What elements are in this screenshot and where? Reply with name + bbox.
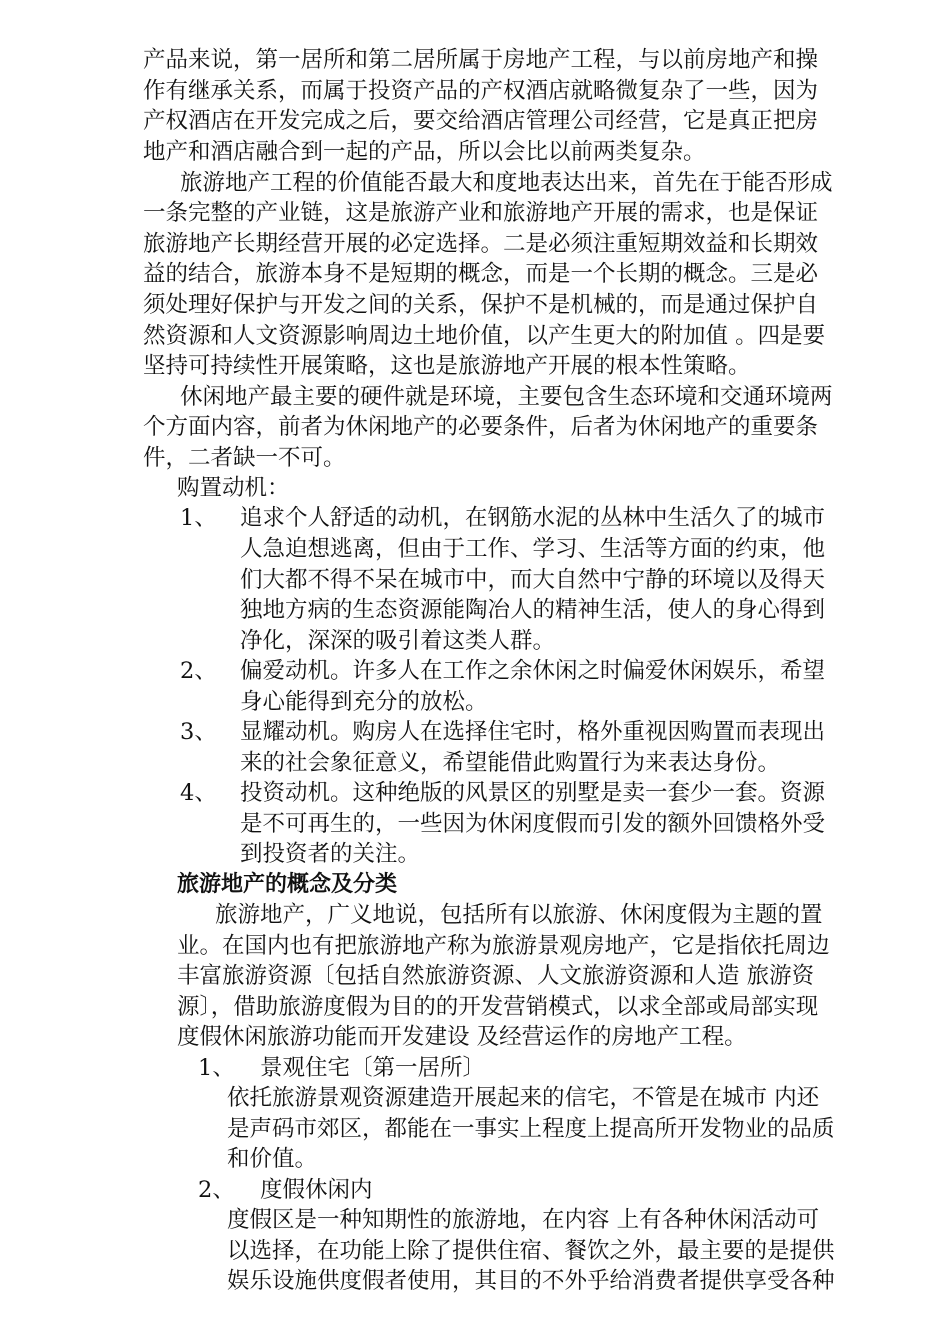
list-item-line: 依托旅游景观资源建造开展起来的信宅，不管是在城市 内还 <box>227 1085 820 1111</box>
list-item-line: 独地方病的生态资源能陶冶人的精神生活，使人的身心得到 <box>240 597 826 623</box>
list-item-line: 度假区是一种知期性的旅游地，在内容 上有各种休闲活动可 <box>227 1207 820 1233</box>
list-number: 3、 <box>180 719 217 745</box>
list-item-line: 来的社会象征意义，希望能借此购置行为来表达身份。 <box>240 750 781 776</box>
list-item-title: 度假休闲内 <box>260 1177 373 1203</box>
paragraph-line: 产权酒店在开发完成之后，要交给酒店管理公司经营，它是真正把房 <box>143 108 819 134</box>
list-item-line: 显耀动机。购房人在选择住宅时，格外重视因购置而表现出 <box>240 719 826 745</box>
list-item-line: 到投资者的关注。 <box>240 841 421 867</box>
paragraph-line: 须处理好保护与开发之间的关系，保护不是机械的，而是通过保护自 <box>143 292 819 318</box>
paragraph-line: 坚持可持续性开展策略，这也是旅游地产开展的根本性策略。 <box>143 353 751 379</box>
list-item-line: 人急迫想逃离，但由于工作、学习、生活等方面的约束，他 <box>240 536 826 562</box>
list-item-line: 们大都不得不呆在城市中，而大自然中宁静的环境以及得天 <box>240 567 826 593</box>
list-item-line: 净化，深深的吸引着这类人群。 <box>240 628 556 654</box>
list-item-line: 是声码市郊区，都能在一事实上程度上提高所开发物业的品质 <box>227 1116 835 1142</box>
list-number: 4、 <box>180 780 217 806</box>
paragraph-line: 旅游地产工程的价值能否最大和度地表达出来，首先在于能否形成 <box>180 170 833 196</box>
list-item-line: 身心能得到充分的放松。 <box>240 689 488 715</box>
paragraph-line: 旅游地产长期经营开展的必定选择。二是必须注重短期效益和长期效 <box>143 231 819 257</box>
paragraph-line: 旅游地产，广义地说，包括所有以旅游、休闲度假为主题的置 <box>215 902 823 928</box>
list-item-title: 景观住宅〔第一居所〕 <box>260 1055 486 1081</box>
list-number: 1、 <box>180 505 217 531</box>
list-item-line: 偏爱动机。许多人在工作之余休闲之时偏爱休闲娱乐，希望 <box>240 658 826 684</box>
paragraph-line: 益的结合，旅游本身不是短期的概念，而是一个长期的概念。三是必 <box>143 261 819 287</box>
paragraph-line: 作有继承关系，而属于投资产品的产权酒店就略微复杂了一些，因为 <box>143 78 819 104</box>
paragraph-line: 休闲地产最主要的硬件就是环境，主要包含生态环境和交通环境两 <box>180 384 833 410</box>
paragraph-line: 一条完整的产业链，这是旅游产业和旅游地产开展的需求，也是保证 <box>143 200 819 226</box>
paragraph-line: 件，二者缺一不可。 <box>143 445 346 471</box>
list-number: 1、 <box>198 1055 235 1081</box>
list-item-line: 追求个人舒适的动机，在钢筋水泥的丛林中生活久了的城市 <box>240 505 826 531</box>
paragraph-line: 产品来说，第一居所和第二居所属于房地产工程，与以前房地产和操 <box>143 47 819 73</box>
paragraph-line: 然资源和人文资源影响周边土地价值，以产生更大的附加值 。四是要 <box>143 323 826 349</box>
paragraph-line: 业。在国内也有把旅游地产称为旅游景观房地产，它是指依托周边 <box>177 933 830 959</box>
paragraph-line: 源〕，借助旅游度假为目的的开发营销模式，以求全部或局部实现 <box>177 994 819 1020</box>
list-item-line: 投资动机。这种绝版的风景区的别墅是卖一套少一套。资源 <box>240 780 826 806</box>
list-item-line: 以选择，在功能上除了提供住宿、餐饮之外，最主要的是提供 <box>227 1238 835 1264</box>
list-number: 2、 <box>180 658 217 684</box>
section-heading: 旅游地产的概念及分类 <box>177 872 398 897</box>
list-number: 2、 <box>198 1177 235 1203</box>
paragraph-line: 度假休闲旅游功能而开发建设 及经营运作的房地产工程。 <box>177 1024 747 1050</box>
list-item-line: 和价值。 <box>227 1146 318 1172</box>
list-item-line: 是不可再生的，一些因为休闲度假而引发的额外回馈格外受 <box>240 811 826 837</box>
subheading-line: 购置动机： <box>177 475 290 501</box>
paragraph-line: 丰富旅游资源〔包括自然旅游资源、人文旅游资源和人造 旅游资 <box>177 963 815 989</box>
paragraph-line: 地产和酒店融合到一起的产品，所以会比以前两类复杂。 <box>143 139 706 165</box>
paragraph-line: 个方面内容，前者为休闲地产的必要条件，后者为休闲地产的重要条 <box>143 414 819 440</box>
list-item-line: 娱乐设施供度假者使用，其目的不外乎给消费者提供享受各种 <box>227 1268 835 1294</box>
